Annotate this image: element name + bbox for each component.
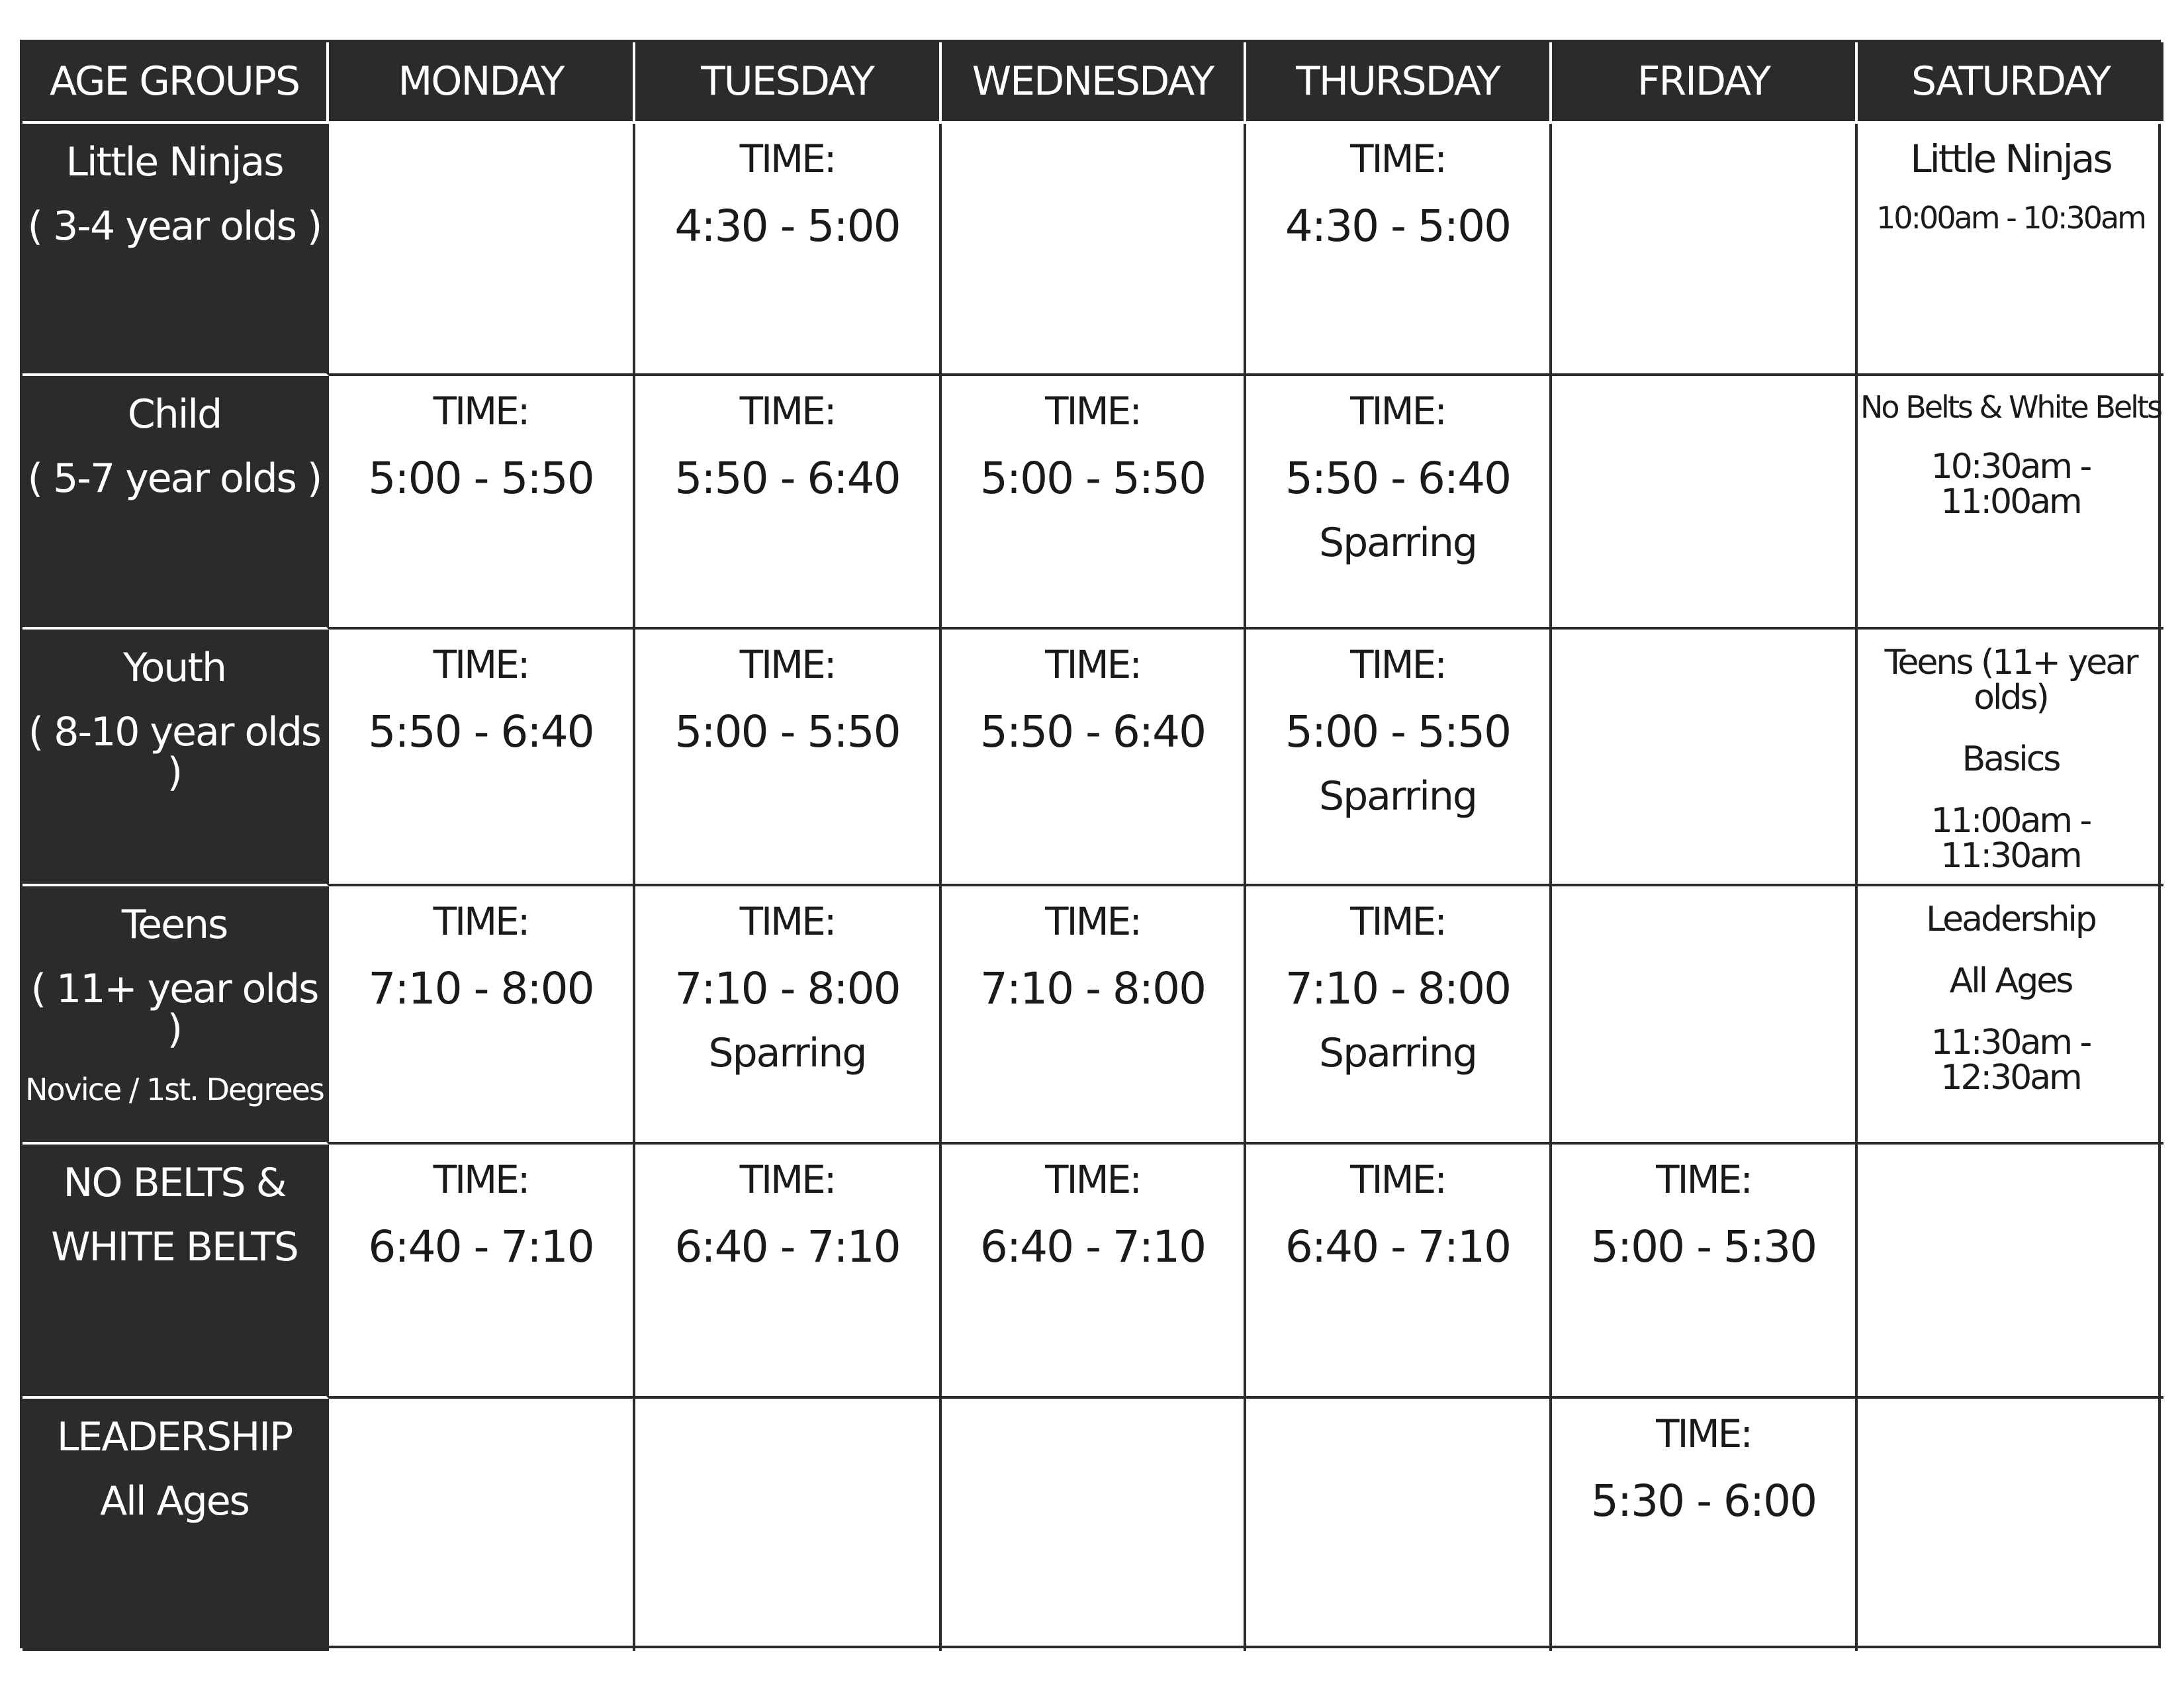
age-group-name: Child <box>127 391 222 438</box>
time-label: TIME: <box>1350 1157 1445 1202</box>
sparring-note: Sparring <box>1318 520 1477 567</box>
time-range: 7:10 - 8:00 <box>979 963 1206 1015</box>
time-label: TIME: <box>1045 642 1140 687</box>
slot-friday <box>1552 124 1858 376</box>
age-group-range: ( 5-7 year olds ) <box>27 455 322 502</box>
age-group-name: Youth <box>123 645 226 691</box>
slot-monday <box>329 630 635 886</box>
slot-tuesday <box>635 124 942 376</box>
age-group-level: Novice / 1st. Degrees <box>25 1071 324 1107</box>
slot-saturday <box>1858 886 2163 1145</box>
header-friday: FRIDAY <box>1552 42 1858 124</box>
time-label: TIME: <box>1350 899 1445 944</box>
saturday-class-time: 11:30am - 12:30am <box>1931 1023 2091 1098</box>
slot-friday <box>1552 1145 1858 1399</box>
slot-wednesday <box>942 886 1246 1145</box>
header-tuesday: TUESDAY <box>635 42 942 124</box>
time-label: TIME: <box>1656 1157 1751 1202</box>
sparring-note: Sparring <box>1318 1030 1477 1077</box>
saturday-class-name: Leadership <box>1926 900 2095 939</box>
saturday-class-time: 11:00am - 11:30am <box>1931 801 2091 876</box>
age-group-name: Little Ninjas <box>66 139 283 185</box>
slot-wednesday <box>942 1399 1246 1651</box>
slot-wednesday <box>942 1145 1246 1399</box>
slot-monday <box>329 1145 635 1399</box>
header-age-groups: AGE GROUPS <box>23 42 329 124</box>
slot-saturday <box>1858 630 2163 886</box>
sparring-note: Sparring <box>1318 773 1477 820</box>
class-schedule-table <box>20 40 2161 1648</box>
slot-friday <box>1552 630 1858 886</box>
time-label: TIME: <box>1045 1157 1140 1202</box>
slot-thursday <box>1246 124 1552 376</box>
time-label: TIME: <box>739 136 835 181</box>
header-thursday: THURSDAY <box>1246 42 1552 124</box>
age-group-range: ( 8-10 year olds ) <box>28 709 321 796</box>
time-label: TIME: <box>433 389 529 434</box>
time-label: TIME: <box>1350 389 1445 434</box>
age-group-leadership <box>23 1399 329 1651</box>
time-label: TIME: <box>433 642 529 687</box>
slot-friday <box>1552 886 1858 1145</box>
slot-monday <box>329 124 635 376</box>
time-label: TIME: <box>739 389 835 434</box>
time-range: 7:10 - 8:00 <box>674 963 900 1015</box>
saturday-class-time: 10:00am - 10:30am <box>1876 200 2145 236</box>
slot-friday <box>1552 376 1858 630</box>
time-label: TIME: <box>739 642 835 687</box>
time-label: TIME: <box>433 1157 529 1202</box>
saturday-class-name: Little Ninjas <box>1910 136 2111 181</box>
time-label: TIME: <box>1045 899 1140 944</box>
age-group-range: ( 3-4 year olds ) <box>27 203 322 250</box>
slot-wednesday <box>942 376 1246 630</box>
time-range: 6:40 - 7:10 <box>979 1221 1206 1273</box>
saturday-class-detail: All Ages <box>1949 961 2072 1002</box>
saturday-class-name: Teens (11+ year olds) <box>1884 643 2137 718</box>
slot-thursday <box>1246 886 1552 1145</box>
time-range: 5:00 - 5:50 <box>1285 706 1511 758</box>
slot-friday <box>1552 1399 1858 1651</box>
slot-monday <box>329 1399 635 1651</box>
age-group-name: NO BELTS & <box>63 1160 286 1206</box>
time-range: 6:40 - 7:10 <box>674 1221 900 1273</box>
slot-tuesday <box>635 630 942 886</box>
time-label: TIME: <box>1656 1411 1751 1456</box>
slot-tuesday <box>635 886 942 1145</box>
saturday-class-name: No Belts & White Belts <box>1860 389 2161 425</box>
slot-saturday <box>1858 1399 2163 1651</box>
slot-monday <box>329 376 635 630</box>
time-range: 5:50 - 6:40 <box>979 706 1206 758</box>
time-range: 5:00 - 5:50 <box>979 453 1206 504</box>
saturday-class-time: 10:30am - 11:00am <box>1931 446 2091 522</box>
header-monday: MONDAY <box>329 42 635 124</box>
time-range: 4:30 - 5:00 <box>674 201 900 252</box>
time-range: 5:00 - 5:30 <box>1590 1221 1817 1273</box>
slot-wednesday <box>942 630 1246 886</box>
time-range: 4:30 - 5:00 <box>1285 201 1511 252</box>
slot-wednesday <box>942 124 1246 376</box>
slot-saturday <box>1858 376 2163 630</box>
slot-thursday <box>1246 1145 1552 1399</box>
age-group-name: LEADERSHIP <box>56 1414 293 1460</box>
age-group-range: All Ages <box>100 1478 249 1525</box>
time-range: 5:30 - 6:00 <box>1590 1476 1817 1527</box>
age-group-name: Teens <box>121 902 228 948</box>
age-group-little-ninjas <box>23 124 329 376</box>
slot-tuesday <box>635 1399 942 1651</box>
time-range: 7:10 - 8:00 <box>1285 963 1511 1015</box>
time-range: 5:50 - 6:40 <box>368 706 594 758</box>
time-label: TIME: <box>1350 642 1445 687</box>
age-group-no-belts-white-belts <box>23 1145 329 1399</box>
age-group-child <box>23 376 329 630</box>
slot-tuesday <box>635 376 942 630</box>
time-label: TIME: <box>1045 389 1140 434</box>
slot-thursday <box>1246 376 1552 630</box>
age-group-teens <box>23 886 329 1145</box>
slot-tuesday <box>635 1145 942 1399</box>
time-range: 5:50 - 6:40 <box>1285 453 1511 504</box>
time-range: 5:50 - 6:40 <box>674 453 900 504</box>
time-range: 5:00 - 5:50 <box>368 453 594 504</box>
slot-saturday <box>1858 1145 2163 1399</box>
saturday-class-detail: Basics <box>1962 739 2060 780</box>
header-saturday: SATURDAY <box>1858 42 2163 124</box>
time-label: TIME: <box>739 899 835 944</box>
age-group-youth <box>23 630 329 886</box>
time-range: 5:00 - 5:50 <box>674 706 900 758</box>
slot-saturday <box>1858 124 2163 376</box>
slot-thursday <box>1246 1399 1552 1651</box>
time-label: TIME: <box>1350 136 1445 181</box>
time-range: 7:10 - 8:00 <box>368 963 594 1015</box>
time-range: 6:40 - 7:10 <box>1285 1221 1511 1273</box>
time-label: TIME: <box>739 1157 835 1202</box>
slot-monday <box>329 886 635 1145</box>
age-group-range: ( 11+ year olds ) <box>30 966 318 1053</box>
header-wednesday: WEDNESDAY <box>942 42 1246 124</box>
time-range: 6:40 - 7:10 <box>368 1221 594 1273</box>
age-group-name-line2: WHITE BELTS <box>51 1224 298 1271</box>
time-label: TIME: <box>433 899 529 944</box>
sparring-note: Sparring <box>708 1030 866 1077</box>
slot-thursday <box>1246 630 1552 886</box>
